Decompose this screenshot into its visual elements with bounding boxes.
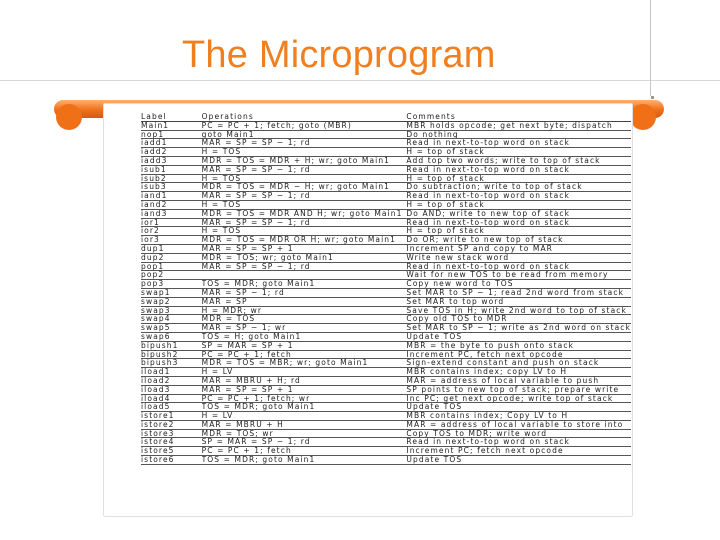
table-row [141, 315, 631, 324]
operations-cell: TOS = MDR; goto Main1 [201, 402, 316, 412]
table-row [141, 456, 631, 465]
comments-cell: H = top of stack [406, 200, 485, 209]
table-row [141, 156, 631, 165]
label-cell: nop1 [141, 130, 165, 139]
label-cell: pop2 [141, 270, 165, 280]
label-cell: swap6 [141, 332, 171, 341]
operations-cell: MDR = TOS = MDR + H; wr; goto Main1 [201, 156, 391, 165]
comments-cell: Read in next-to-top word on stack [406, 138, 570, 148]
comments-cell: Read in next-to-top word on stack [406, 165, 570, 174]
table-row [141, 236, 631, 245]
table-row [141, 148, 631, 157]
comments-cell: MBR contains index; Copy LV to H [406, 411, 569, 421]
label-cell: iload2 [141, 376, 171, 385]
operations-cell: MAR = SP = SP + 1 [201, 244, 294, 253]
comments-cell: Read in next-to-top word on stack [406, 437, 570, 447]
operations-cell: MAR = SP = SP − 1; rd [201, 262, 311, 271]
label-cell: iand1 [141, 191, 168, 201]
operations-cell [202, 271, 407, 280]
operations-cell: MAR = SP − 1; rd [201, 288, 285, 297]
comments-cell: Copy new word to TOS [406, 279, 514, 289]
comments-cell: Copy TOS to MDR; write word [406, 429, 548, 438]
comments-cell: H = top of stack [406, 226, 485, 236]
label-cell: bipush3 [141, 358, 179, 368]
table-row [141, 368, 631, 377]
table-row [141, 403, 631, 412]
comments-cell: Do subtraction; write to top of stack [406, 182, 583, 192]
accent-bar-right-cap [630, 104, 656, 130]
comments-cell: Inc PC; get next opcode; write top of stack [406, 394, 614, 403]
comments-cell: Sign-extend constant and push on stack [406, 358, 600, 368]
label-cell: isub2 [141, 174, 167, 183]
operations-cell: H = TOS [201, 200, 242, 209]
table-row [141, 130, 631, 139]
table-row [141, 341, 631, 350]
table-row [141, 394, 631, 403]
table-row [141, 209, 631, 218]
label-cell: dup1 [141, 244, 165, 253]
label-cell: iadd1 [141, 138, 168, 148]
table-row [141, 324, 631, 333]
operations-cell: MDR = TOS = MBR; wr; goto Main1 [201, 358, 369, 368]
comments-cell: Set MAR to SP − 1; read 2nd word from stack [406, 288, 625, 297]
comments-cell: MAR = address of local variable to store into [406, 420, 624, 429]
table-row [141, 280, 631, 289]
table-row [141, 438, 631, 447]
operations-cell: PC = PC + 1; fetch; wr [201, 394, 311, 403]
comments-cell: Copy old TOS to MDR [406, 314, 508, 324]
comments-cell: MBR = the byte to push onto stack [406, 341, 575, 350]
table-row [141, 200, 631, 209]
comments-cell: SP points to new top of stack; prepare write [406, 385, 620, 394]
table-row [141, 174, 631, 183]
comments-cell: Set MAR to top word [406, 297, 505, 306]
label-cell: iload4 [141, 394, 171, 403]
microprogram-table [141, 113, 631, 465]
table-row [141, 412, 631, 421]
operations-cell: TOS = H; goto Main1 [201, 332, 302, 341]
slide-title: The Microprogram [182, 34, 496, 76]
label-cell: swap5 [141, 323, 171, 333]
table-row [141, 288, 631, 297]
label-cell: istore5 [141, 446, 175, 456]
label-cell: ior1 [141, 218, 160, 227]
header-comments: Comments [406, 113, 631, 121]
table-body [141, 121, 631, 464]
operations-cell: MAR = SP = SP − 1; rd [201, 165, 311, 174]
operations-cell: H = TOS [201, 147, 242, 157]
comments-cell: Read in next-to-top word on stack [406, 191, 570, 201]
table-row [141, 253, 631, 262]
comments-cell: MBR holds opcode; get next byte; dispatch [406, 121, 613, 130]
label-cell: pop3 [141, 279, 165, 289]
header-operations: Operations [202, 113, 407, 121]
accent-bar-left-cap [56, 104, 82, 130]
label-cell: istore4 [141, 437, 175, 447]
operations-cell: TOS = MDR; goto Main1 [201, 455, 316, 465]
table-row [141, 385, 631, 394]
table-row [141, 271, 631, 280]
table-row [141, 227, 631, 236]
operations-cell: goto Main1 [201, 130, 255, 139]
operations-cell: SP = MAR = SP − 1; rd [201, 437, 311, 447]
table-row [141, 376, 631, 385]
operations-cell: MDR = TOS = MDR OR H; wr; goto Main1 [201, 235, 396, 245]
operations-cell: H = TOS [201, 174, 242, 183]
table-row [141, 244, 631, 253]
comments-cell: Read in next-to-top word on stack [406, 262, 570, 271]
comments-cell: Update TOS [406, 332, 463, 341]
header-label: Label [141, 113, 202, 121]
comments-cell: Increment SP and copy to MAR [406, 244, 553, 253]
label-cell: swap4 [141, 314, 171, 324]
label-cell: bipush1 [141, 341, 179, 350]
comments-cell: H = top of stack [406, 174, 485, 183]
table-row [141, 262, 631, 271]
operations-cell: H = LV [201, 411, 234, 421]
operations-cell: MAR = MBRU + H [201, 420, 284, 429]
slide-vertical-rule [650, 0, 651, 96]
comments-cell: Do OR; write to new top of stack [406, 235, 564, 245]
operations-cell: MDR = TOS = MDR AND H; wr; goto Main1 [201, 209, 403, 218]
operations-cell: PC = PC + 1; fetch [201, 446, 292, 456]
label-cell: iand3 [141, 209, 168, 218]
comments-cell: MBR contains index; copy LV to H [406, 367, 568, 377]
operations-cell: H = TOS [201, 226, 242, 236]
table-row [141, 218, 631, 227]
label-cell: istore1 [141, 411, 175, 421]
table-row [141, 359, 631, 368]
header-rule [0, 80, 720, 81]
operations-cell: MAR = SP [201, 297, 248, 306]
operations-cell: MDR = TOS [201, 314, 256, 324]
label-cell: iload1 [141, 367, 171, 377]
slide-dot-marker [651, 96, 654, 99]
label-cell: iload5 [141, 402, 171, 412]
table-row [141, 332, 631, 341]
operations-cell: MAR = SP = SP − 1; rd [201, 138, 311, 148]
label-cell: swap1 [141, 288, 171, 297]
operations-cell: PC = PC + 1; fetch; goto (MBR) [201, 121, 352, 130]
table-row [141, 297, 631, 306]
comments-cell: Update TOS [406, 455, 463, 465]
comments-cell: Wait for new TOS to be read from memory [406, 270, 609, 280]
operations-cell: H = LV [201, 367, 234, 377]
label-cell: isub1 [141, 165, 167, 174]
comments-cell: H = top of stack [406, 147, 485, 157]
label-cell: ior2 [141, 226, 160, 236]
comments-cell: Set MAR to SP − 1; write as 2nd word on stack [406, 323, 631, 333]
operations-cell: MAR = SP = SP − 1; rd [201, 218, 311, 227]
table-row [141, 192, 631, 201]
table-row [141, 420, 631, 429]
comments-cell: Add top two words; write to top of stack [406, 156, 601, 165]
label-cell: swap2 [141, 297, 171, 306]
table-row [141, 306, 631, 315]
comments-cell: Do nothing [406, 130, 459, 139]
comments-cell: Increment PC, fetch next opcode [406, 350, 564, 359]
comments-cell: Write new stack word [406, 253, 510, 262]
label-cell: swap3 [141, 306, 171, 315]
table-row [141, 350, 631, 359]
comments-cell: Save TOS in H; write 2nd word to top of stack [406, 306, 627, 315]
label-cell: istore3 [141, 429, 175, 438]
table-row [141, 183, 631, 192]
comments-cell: Increment PC; fetch next opcode [406, 446, 564, 456]
operations-cell: TOS = MDR; goto Main1 [201, 279, 316, 289]
operations-cell: PC = PC + 1; fetch [201, 350, 292, 359]
operations-cell: MAR = SP = SP − 1; rd [201, 191, 311, 201]
label-cell: iadd3 [141, 156, 168, 165]
table-row [141, 165, 631, 174]
operations-cell: SP = MAR = SP + 1 [201, 341, 294, 350]
table-row [141, 139, 631, 148]
label-cell: iload3 [141, 385, 171, 394]
label-cell: Main1 [141, 121, 170, 130]
operations-cell: MAR = SP = SP + 1 [201, 385, 294, 394]
table-row [141, 429, 631, 438]
label-cell: iadd2 [141, 147, 168, 157]
label-cell: isub3 [141, 182, 167, 192]
comments-cell: Update TOS [406, 402, 463, 412]
table-row [141, 447, 631, 456]
operations-cell: MAR = SP − 1; wr [201, 323, 287, 333]
label-cell: dup2 [141, 253, 165, 262]
operations-cell: MDR = TOS = MDR − H; wr; goto Main1 [201, 182, 391, 192]
operations-cell: MDR = TOS; wr [201, 429, 274, 438]
table-row [141, 121, 631, 130]
label-cell: bipush2 [141, 350, 179, 359]
comments-cell: Do AND; write to new top of stack [406, 209, 571, 218]
comments-cell: Read in next-to-top word on stack [406, 218, 570, 227]
label-cell: iand2 [141, 200, 168, 209]
label-cell: ior3 [141, 235, 160, 245]
operations-cell: H = MDR; wr [201, 306, 263, 315]
label-cell: istore6 [141, 455, 175, 465]
operations-cell: MAR = MBRU + H; rd [201, 376, 301, 385]
label-cell: istore2 [141, 420, 175, 429]
label-cell: pop1 [141, 262, 165, 271]
comments-cell: MAR = address of local variable to push [406, 376, 600, 385]
table-header-row [141, 113, 631, 121]
operations-cell: MDR = TOS; wr; goto Main1 [201, 253, 334, 262]
